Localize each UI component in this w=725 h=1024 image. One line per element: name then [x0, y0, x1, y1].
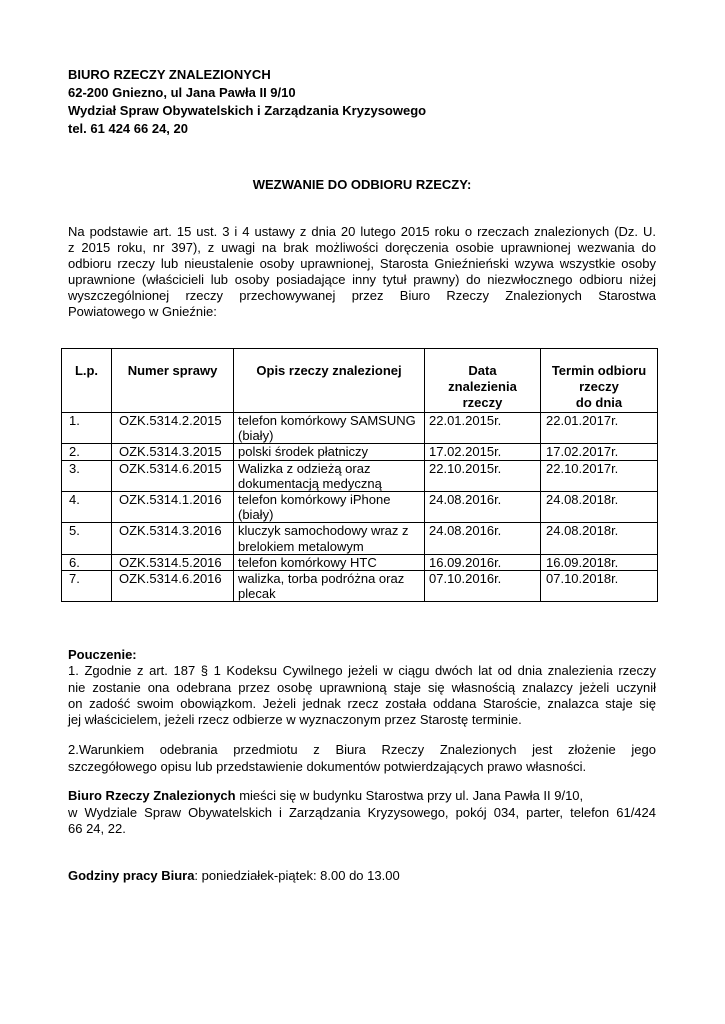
- document-title: WEZWANIE DO ODBIORU RZECZY:: [252, 177, 472, 192]
- cell-lp: 3.: [62, 460, 112, 491]
- cell-pickup-deadline: 17.02.2017r.: [541, 444, 658, 460]
- cell-case-number: OZK.5314.3.2016: [112, 523, 234, 554]
- table-row: [62, 413, 658, 444]
- column-header-pickup-deadline: [541, 349, 658, 413]
- column-header-line: rzeczy: [462, 395, 503, 410]
- office-header-name: BIURO RZECZY ZNALEZIONYCH: [68, 67, 271, 82]
- description-line: telefon komórkowy SAMSUNG: [238, 413, 416, 428]
- cell-found-date: 07.10.2016r.: [425, 571, 541, 602]
- cell-lp: 2.: [62, 444, 112, 460]
- cell-pickup-deadline: 24.08.2018r.: [541, 492, 658, 523]
- cell-lp: 5.: [62, 523, 112, 554]
- column-header-line: L.p.: [74, 363, 99, 378]
- column-header-found-date: [425, 349, 541, 413]
- cell-lp: 4.: [62, 492, 112, 523]
- office-location-line: [68, 788, 656, 805]
- column-header-line: Opis rzeczy znalezionej: [256, 363, 402, 378]
- description-line: (biały): [238, 507, 274, 523]
- description-line: telefon komórkowy HTC: [238, 554, 377, 570]
- cell-pickup-deadline: 22.10.2017r.: [541, 460, 658, 491]
- office-location-text: mieści się w budynku Starostwa przy ul. Jana Pawła II 9/10,: [239, 788, 584, 803]
- office-location-line: w Wydziale Spraw Obywatelskich i Zarządzania Kryzysowego, pokój 034, parter, telefon 61/424: [68, 804, 656, 820]
- notice-item-1: [68, 663, 656, 728]
- office-location-line: 66 24, 22.: [68, 821, 126, 836]
- cell-description: [234, 444, 425, 460]
- description-line: Walizka z odzieżą oraz: [238, 460, 371, 476]
- cell-pickup-deadline: 16.09.2018r.: [541, 554, 658, 570]
- table-row: [62, 554, 658, 570]
- cell-case-number: OZK.5314.6.2015: [112, 460, 234, 491]
- notice-item-2: [68, 742, 656, 775]
- cell-case-number: OZK.5314.2.2015: [112, 413, 234, 444]
- column-header-lp: [62, 349, 112, 413]
- notice-heading: Pouczenie:: [68, 647, 137, 662]
- cell-found-date: 24.08.2016r.: [425, 492, 541, 523]
- cell-pickup-deadline: 22.01.2017r.: [541, 413, 658, 444]
- description-line: dokumentacją medyczną: [238, 475, 382, 491]
- cell-description: [234, 571, 425, 602]
- column-header-case-number: [112, 349, 234, 413]
- table-header-row: [62, 349, 658, 413]
- notice-line: jej właścicielem, jeżeli rzecz odbierze w wyznaczonym przez Starostę terminie.: [68, 712, 522, 728]
- cell-found-date: 24.08.2016r.: [425, 523, 541, 554]
- description-line: polski środek płatniczy: [238, 444, 369, 460]
- office-location-paragraph: [68, 788, 656, 838]
- cell-found-date: 22.01.2015r.: [425, 413, 541, 444]
- column-header-line: rzeczy: [579, 379, 619, 394]
- intro-line: odbioru rzeczy lub nieustalenie osoby uprawnionej, Starosta Gnieźnieński wzywa wszystkie osoby: [68, 256, 656, 271]
- description-line: telefon komórkowy iPhone: [238, 492, 391, 508]
- intro-line: z 2015 roku, nr 397), z uwagi na brak możliwości doręczenia osobie uprawnionej wezwania do: [68, 240, 656, 255]
- table-row: [62, 523, 658, 554]
- table-row: [62, 460, 658, 491]
- office-header-department: Wydział Spraw Obywatelskich i Zarządzania Kryzysowego: [68, 103, 427, 118]
- cell-case-number: OZK.5314.6.2016: [112, 571, 234, 602]
- office-header-address: 62-200 Gniezno, ul Jana Pawła II 9/10: [68, 85, 296, 100]
- cell-case-number: OZK.5314.3.2015: [112, 444, 234, 460]
- table-row: [62, 444, 658, 460]
- description-line: kluczyk samochodowy wraz z: [238, 523, 409, 539]
- office-header: [68, 66, 656, 138]
- cell-lp: 7.: [62, 571, 112, 602]
- cell-case-number: OZK.5314.1.2016: [112, 492, 234, 523]
- column-header-line: do dnia: [575, 395, 623, 410]
- office-hours-text: : poniedziałek-piątek: 8.00 do 13.00: [194, 868, 400, 883]
- cell-found-date: 16.09.2016r.: [425, 554, 541, 570]
- column-header-line: Termin odbioru: [551, 363, 647, 378]
- column-header-line: znalezienia: [448, 379, 517, 394]
- notice-line: on zadość swoim obowiązkom. Jeżeli jednak rzecz została oddana Staroście, znalazca staje się: [68, 695, 656, 711]
- cell-pickup-deadline: 07.10.2018r.: [541, 571, 658, 602]
- cell-pickup-deadline: 24.08.2018r.: [541, 523, 658, 554]
- found-items-table: [61, 348, 658, 602]
- intro-line: Powiatowego w Gnieźnie:: [68, 304, 217, 319]
- cell-description: [234, 460, 425, 491]
- table-row: [62, 492, 658, 523]
- cell-description: [234, 492, 425, 523]
- description-line: walizka, torba podróżna oraz: [238, 571, 405, 587]
- intro-line: uprawnione (właścicieli lub osoby posiadające inny tytuł prawny) do niezwłocznego odbioru niżej: [68, 272, 656, 287]
- description-line: brelokiem metalowym: [238, 538, 364, 554]
- office-hours-label: Godziny pracy Biura: [68, 868, 195, 883]
- notice-section: [68, 647, 656, 728]
- cell-found-date: 17.02.2015r.: [425, 444, 541, 460]
- cell-description: [234, 413, 425, 444]
- notice-line: 1. Zgodnie z art. 187 § 1 Kodeksu Cywilnego jeżeli w ciągu dwóch lat od dnia znalezienia rzeczy: [68, 663, 656, 679]
- column-header-description: [234, 349, 425, 413]
- column-header-line: Numer sprawy: [127, 363, 218, 378]
- intro-paragraph: [68, 224, 656, 320]
- cell-case-number: OZK.5314.5.2016: [112, 554, 234, 570]
- office-name: Biuro Rzeczy Znalezionych: [68, 788, 236, 803]
- cell-lp: 6.: [62, 554, 112, 570]
- cell-description: [234, 523, 425, 554]
- column-header-line: Data: [468, 363, 497, 378]
- intro-line: Na podstawie art. 15 ust. 3 i 4 ustawy z dnia 20 lutego 2015 roku o rzeczach znalezionych (Dz. U.: [68, 224, 656, 239]
- notice-line: 2.Warunkiem odebrania przedmiotu z Biura Rzeczy Znalezionych jest złożenie jego: [68, 742, 656, 757]
- cell-found-date: 22.10.2015r.: [425, 460, 541, 491]
- notice-line: szczegółowego opisu lub przedstawienie dokumentów potwierdzających prawo własności.: [68, 758, 587, 774]
- cell-description: [234, 554, 425, 570]
- office-header-phone: tel. 61 424 66 24, 20: [68, 121, 188, 136]
- description-line: (biały): [238, 428, 274, 444]
- cell-lp: 1.: [62, 413, 112, 444]
- notice-line: nie zostanie ona odebrana przez osobę uprawnioną staje się własnością znalazcy jeżeli uczynił: [68, 679, 656, 695]
- office-hours: [68, 868, 656, 885]
- table-row: [62, 571, 658, 602]
- description-line: plecak: [238, 586, 276, 602]
- intro-line: wyszczególnionej rzeczy przechowywanej przez Biuro Rzeczy Znalezionych Starostwa: [68, 288, 656, 303]
